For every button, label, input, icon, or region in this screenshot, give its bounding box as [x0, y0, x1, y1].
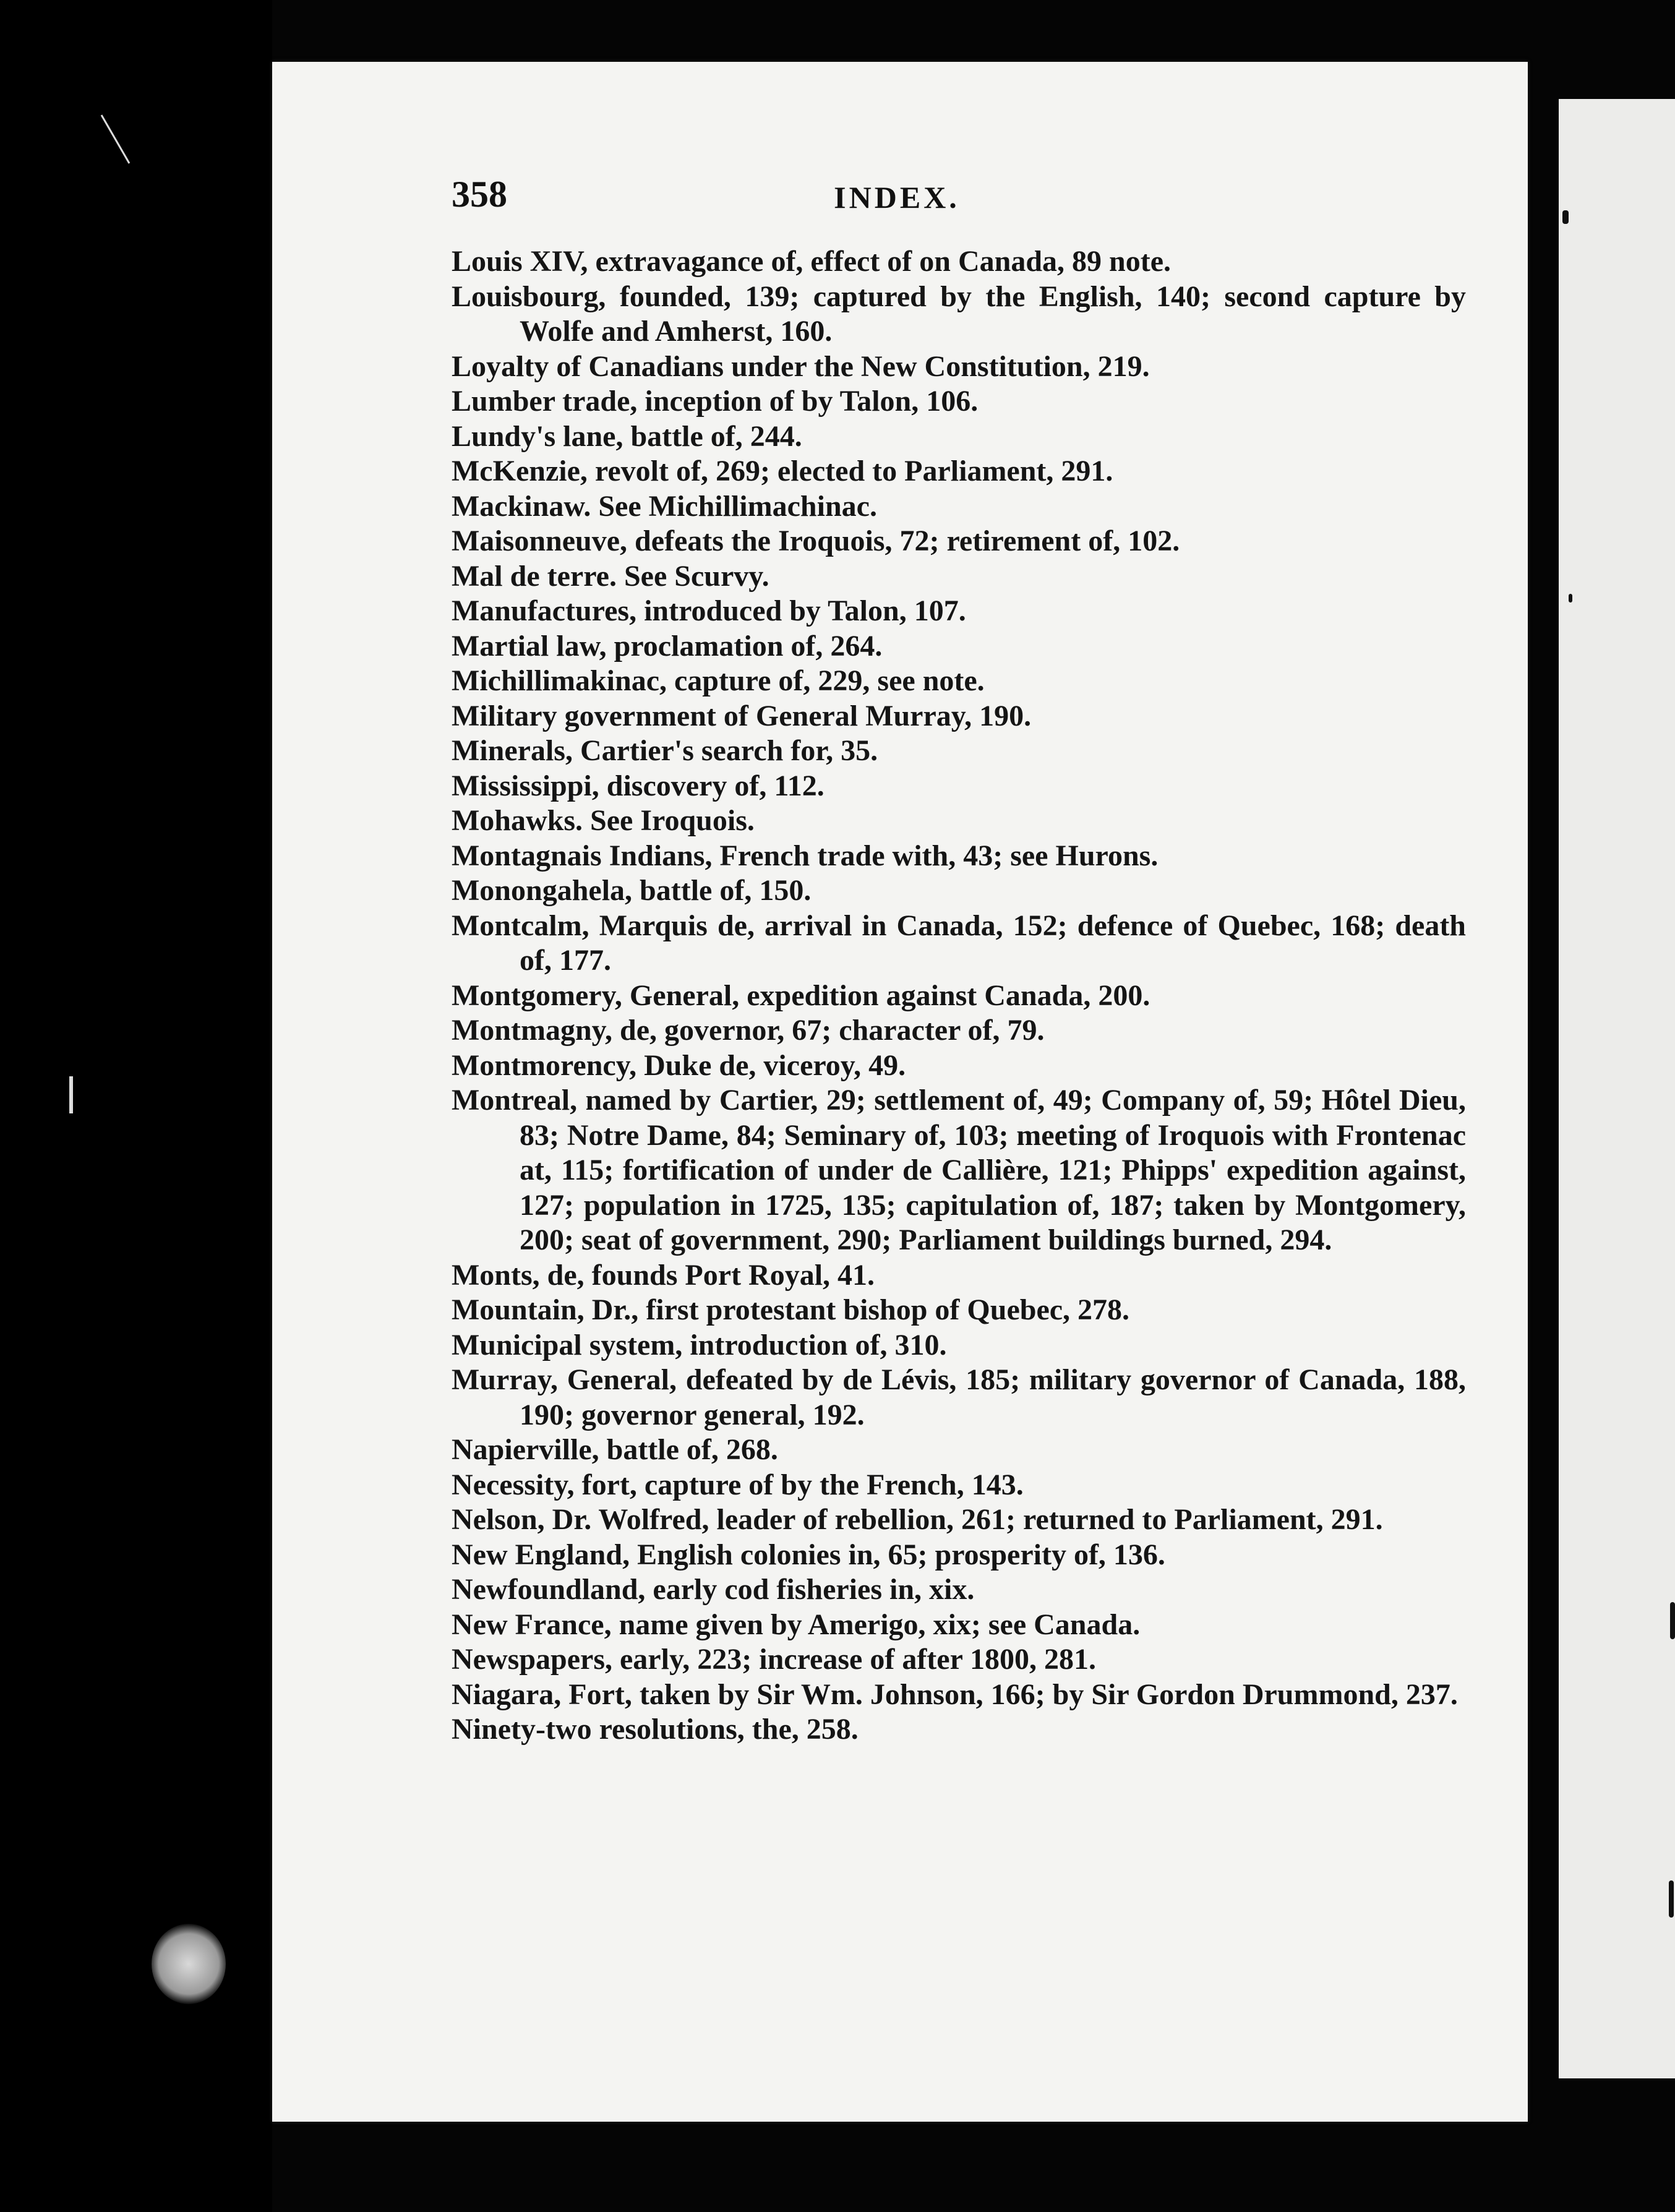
index-entry: Manufactures, introduced by Talon, 107. [452, 594, 966, 627]
index-entry: Military government of General Murray, 190. [452, 699, 1032, 732]
index-entry: Ninety-two resolutions, the, 258. [452, 1713, 859, 1746]
facing-page-edge [1559, 99, 1675, 2078]
index-entry: Mountain, Dr., first protestant bishop of Quebec, 278. [452, 1293, 1130, 1326]
index-entry: Lumber trade, inception of by Talon, 106. [452, 385, 979, 418]
index-entry: New France, name given by Amerigo, xix; see Canada. [452, 1608, 1141, 1641]
index-entry: Minerals, Cartier's search for, 35. [452, 734, 878, 767]
index-entry: Martial law, proclamation of, 264. [452, 629, 883, 662]
dust-spot [152, 1924, 226, 2004]
index-entry: Louisbourg, founded, 139; captured by the English, 140; second capture by Wolfe and Amherst, 160. [452, 280, 1466, 348]
index-entry: Montagnais Indians, French trade with, 43; see Hurons. [452, 839, 1159, 872]
index-entry: Louis XIV, extravagance of, effect of on Canada, 89 note. [452, 245, 1172, 278]
index-entry: McKenzie, revolt of, 269; elected to Parliament, 291. [452, 455, 1113, 487]
index-entry: Montmagny, de, governor, 67; character of, 79. [452, 1014, 1045, 1047]
index-entry: Niagara, Fort, taken by Sir Wm. Johnson, 166; by Sir Gordon Drummond, 237. [452, 1678, 1458, 1711]
index-entry: Nelson, Dr. Wolfred, leader of rebellion, 261; returned to Parliament, 291. [452, 1503, 1383, 1536]
page-header [452, 173, 1342, 235]
index-entry: Mississippi, discovery of, 112. [452, 769, 825, 802]
index-entry: Monts, de, founds Port Royal, 41. [452, 1258, 875, 1292]
index-entry: Municipal system, introduction of, 310. [452, 1328, 947, 1361]
running-head: INDEX. [834, 180, 960, 215]
index-entry: Montmorency, Duke de, viceroy, 49. [452, 1048, 906, 1082]
index-entry: Mal de terre. See Scurvy. [452, 559, 769, 593]
index-entry: Montcalm, Marquis de, arrival in Canada, 152; defence of Quebec, 168; death of, 177. [452, 909, 1466, 977]
edge-mark [1569, 594, 1572, 602]
index-entry: Monongahela, battle of, 150. [452, 874, 812, 907]
index-entry: Necessity, fort, capture of by the French, 143. [452, 1468, 1024, 1501]
index-entry: Newspapers, early, 223; increase of after 1800, 281. [452, 1643, 1097, 1676]
index-entry: Loyalty of Canadians under the New Constitution, 219. [452, 349, 1150, 383]
index-entry: Montgomery, General, expedition against Canada, 200. [452, 979, 1150, 1012]
index-entry: Maisonneuve, defeats the Iroquois, 72; retirement of, 102. [452, 525, 1180, 557]
edge-mark [1670, 1602, 1675, 1639]
index-entry: Murray, General, defeated by de Lévis, 185; military governor of Canada, 188, 190; governor general, 192. [452, 1363, 1466, 1431]
book-page [272, 62, 1528, 2122]
film-scratch [101, 114, 131, 163]
index-entry: Newfoundland, early cod fisheries in, xix. [452, 1573, 975, 1606]
index-entry: Lundy's lane, battle of, 244. [452, 419, 802, 453]
index-entry: Michillimakinac, capture of, 229, see note. [452, 664, 985, 697]
edge-mark [1562, 210, 1569, 224]
index-entries [452, 244, 1466, 1747]
index-entry: Napierville, battle of, 268. [452, 1433, 778, 1466]
index-entry: Mohawks. See Iroquois. [452, 804, 755, 837]
index-entry: Mackinaw. See Michillimachinac. [452, 489, 877, 523]
page-number: 358 [452, 174, 507, 215]
film-scratch [69, 1076, 73, 1113]
index-entry: Montreal, named by Cartier, 29; settlement of, 49; Company of, 59; Hôtel Dieu, 83; Notre Dame, 84; Seminary of, 103; meeting of Iroquois with Frontenac at, 115; fortification of under de Callière, 121; Phipps' expedition against, 127; population in 1725, 135; capitulation of, 187; taken by Montgomery, 200; seat of government, 290; Parliament buildings burned, 294. [452, 1084, 1466, 1256]
scan-background-left [0, 0, 272, 2212]
index-entry: New England, English colonies in, 65; prosperity of, 136. [452, 1538, 1165, 1571]
edge-mark [1669, 1880, 1674, 1918]
